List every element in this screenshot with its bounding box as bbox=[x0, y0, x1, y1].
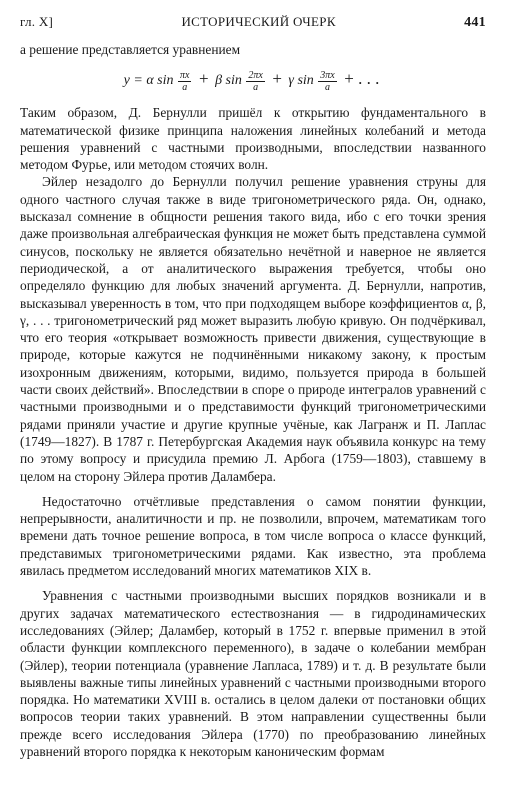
fraction-1 bbox=[178, 70, 191, 93]
page-number: 441 bbox=[464, 15, 486, 30]
formula-lhs: y = α sin bbox=[123, 73, 174, 89]
paragraph-function-concept: Недостаточно отчётливые представления о самом понятии функции, непрерывности, аналитичности и пр. не позволили, впрочем, математикам того времени дать точное решение вопроса, в том числе вопроса о классе функций, представимых тригонометрическими рядами. Как известно, эта проблема явилась предметом исследований многих математиков XIX в. bbox=[20, 493, 486, 579]
fraction-2-denominator: a bbox=[253, 81, 259, 93]
plus-sign: + bbox=[198, 69, 209, 89]
fraction-3-numerator: 3πx bbox=[320, 69, 335, 81]
plus-sign: + bbox=[272, 69, 282, 89]
fraction-1-denominator: a bbox=[182, 81, 188, 93]
fraction-2-numerator: 2πx bbox=[248, 69, 263, 81]
series-formula bbox=[20, 64, 486, 96]
term-3-coefficient: γ sin bbox=[288, 73, 314, 89]
paragraph-fourier-method: Таким образом, Д. Бернулли пришёл к открытию фундаментального в математической физике принципа наложения линейных колебаний и метода решения уравнений с частными производными, впоследствии названного методом Фурье, или методом стоячих волн. bbox=[20, 105, 486, 173]
section-title: ИСТОРИЧЕСКИЙ ОЧЕРК bbox=[181, 14, 336, 29]
chapter-label: гл. X] bbox=[20, 14, 54, 29]
term-2-coefficient: β sin bbox=[215, 73, 242, 89]
series-tail: + . . . bbox=[344, 69, 380, 89]
running-head bbox=[20, 14, 486, 31]
fraction-3-denominator: a bbox=[325, 81, 330, 93]
intro-line: а решение представляется уравнением bbox=[20, 42, 241, 57]
paragraph-higher-order-pde: Уравнения с частными производными высших порядков возникали и в других задачах математического естествознания — в гидродинамических исследованиях (Эйлер; Даламбер, который в 1752 г. впервые применил в этой области функции комплексного переменного), в задаче о колебании мембран (Эйлер), теории потенциала (уравнение Лапласа, 1789) и т. д. В результате были выявлены важные типы линейных уравнений с частными производными второго порядка. Но математики XVIII в. остались в целом далеки от постановки общих вопросов теории таких уравнений. В этом направлении существенны были прежде всего исследования Эйлера (1770) по преобразованию линейных уравнений второго порядка к некоторым каноническим формам bbox=[20, 588, 486, 759]
fraction-3 bbox=[318, 70, 336, 93]
fraction-1-numerator: πx bbox=[180, 69, 190, 81]
fraction-2 bbox=[246, 70, 264, 93]
paragraph-euler-bernoulli: Эйлер незадолго до Бернулли получил решение уравнения струны для одного частного случая также в виде тригонометрического ряда. Он, однако, высказал сомнение в общности решения такого вида, ибо с его точки зрения даже произвольная алгебраическая функция не может быть представлена суммой синусов, поскольку не является обязательно нечётной и наверное не является периодической, а от аналитического выражения требуется, чтобы оно определяло функцию для любых значений аргумента. Д. Бернулли, напротив, высказывал уверенность в том, что при подходящем выборе коэффициентов α, β, γ, . . . тригонометрический ряд может выразить любую кривую. Он подчёркивал, что его теория «открывает возможность привести движения, существующие в природе, которые кажутся не подчинёнными никакому закону, к простым изохронным движениям, которыми, видимо, пользуется природа в большей части своих действий». Впоследствии в споре о природе интегралов уравнений с частными производными и о представимости функций тригонометрическими рядами приняли участие и другие крупные учёные, как Лагранж и П. Лаплас (1749—1827). В 1787 г. Петербургская Академия наук объявила конкурс на тему по этому вопросу и присудила премию Л. Арбога (1759—1803), ставшему в целом на сторону Эйлера против Даламбера. bbox=[20, 174, 486, 484]
